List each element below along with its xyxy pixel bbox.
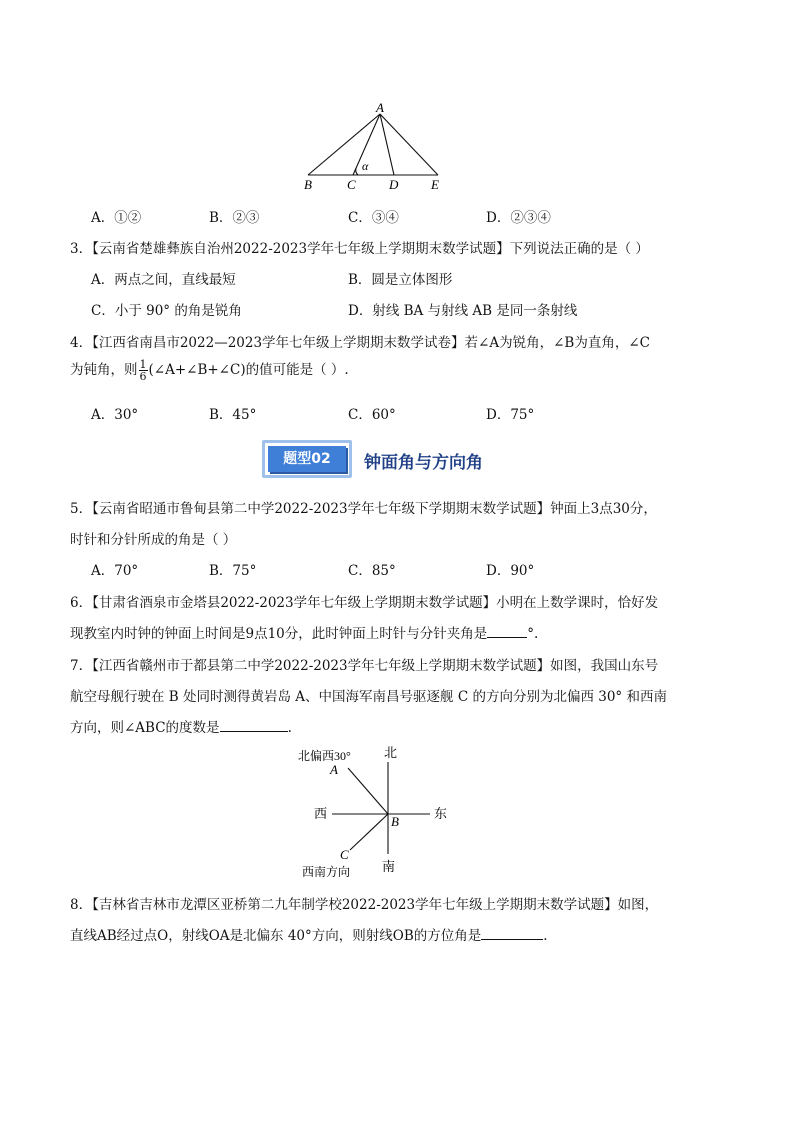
point-A-label: A [330,762,338,777]
southwest-label: 西南方向 [302,865,351,879]
q2-option-d[interactable]: D．②③④ [486,210,551,226]
q5-option-b[interactable]: B．75° [209,563,257,579]
q8-answer-blank[interactable] [481,925,543,940]
q4-option-a[interactable]: A．30° [91,407,139,423]
q4-option-b[interactable]: B．45° [209,407,257,423]
q4-line2-pre: 为钝角，则 [70,362,138,378]
q4-option-d[interactable]: D．75° [486,407,535,423]
triangle-figure [296,100,456,195]
q6-answer-blank[interactable] [487,623,527,638]
segment-AD [380,114,394,175]
label-E: E [431,177,439,192]
q5-option-c[interactable]: C．85° [348,563,396,579]
fraction-one-sixth [139,359,148,382]
q4-option-c[interactable]: C．60° [348,407,396,423]
ray-BC [350,814,388,850]
q7-stem-line2: 航空母舰行驶在 B 处同时测得黄岩岛 A、中国海军南昌号驱逐舰 C 的方向分别为北偏西 30° 和西南 [70,689,667,705]
q7-line3-end: . [287,720,292,736]
q2-option-b[interactable]: B．②③ [209,210,260,226]
q7-stem-line3 [70,716,292,736]
north-label: 北 [384,745,398,760]
compass-figure [290,742,460,884]
west-label: 西 [314,806,328,821]
q7-line3-text: 方向，则∠ABC的度数是 [70,720,220,736]
q2-option-a[interactable]: A．①② [91,210,142,226]
q8-line2-end: . [543,928,548,944]
angle-alpha-arc [356,168,358,175]
label-B: B [304,177,312,192]
q5-option-d[interactable]: D．90° [486,563,535,579]
label-D: D [389,177,399,192]
q3-stem: 3．【云南省楚雄彝族自治州2022-2023学年七年级上学期期末数学试题】下列说法正确的是（ ） [70,241,649,257]
q3-option-d[interactable]: D．射线 BA 与射线 AB 是同一条射线 [348,303,578,319]
segment-AE [380,114,438,175]
q3-option-a[interactable]: A．两点之间，直线最短 [91,272,236,288]
fraction-numerator: 1 [139,358,147,371]
point-C-label: C [340,847,349,862]
point-B-label: B [391,814,399,829]
q5-option-a[interactable]: A．70° [91,563,139,579]
segment-AB [308,114,380,175]
east-label: 东 [434,806,448,821]
q6-stem-line1: 6．【甘肃省酒泉市金塔县2022-2023学年七年级上学期期末数学试题】小明在上数学课时，恰好发 [70,595,659,611]
q8-line2-text: 直线AB经过点O，射线OA是北偏东 40°方向，则射线OB的方位角是 [70,928,482,944]
q2-option-c[interactable]: C．③④ [348,210,399,226]
q4-line2-post: (∠A+∠B+∠C)的值可能是（ ）. [148,362,349,378]
q7-stem-line1: 7．【江西省赣州市于都县第二中学2022-2023学年七年级上学期期末数学试题】如图，我国山东号 [70,658,659,674]
q6-stem-line2 [70,622,538,642]
q4-stem-line2 [70,358,349,382]
q8-stem-line2 [70,924,548,944]
q5-stem-line2: 时针和分针所成的角是（ ） [70,532,237,548]
section-badge [262,440,352,478]
section-title: 钟面角与方向角 [364,453,483,473]
south-label: 南 [382,859,396,874]
nw30-label: 北偏西30° [298,749,351,763]
q3-option-b[interactable]: B．圆是立体图形 [348,272,453,288]
q4-stem-line1: 4．【江西省南昌市2022—2023学年七年级上学期期末数学试卷】若∠A为锐角，∠B为直角，∠C [70,335,650,351]
ray-BA [348,768,388,814]
fraction-denominator: 6 [139,370,147,383]
label-alpha: α [362,159,369,173]
q6-line2-text: 现教室内时钟的钟面上时间是9点10分，此时钟面上时针与分针夹角是 [70,626,488,642]
q7-answer-blank[interactable] [220,717,288,732]
q5-stem-line1: 5．【云南省昭通市鲁甸县第二中学2022-2023学年七年级下学期期末数学试题】钟面上3点30分， [70,501,657,517]
q6-line2-end: °. [527,626,539,642]
section-badge-label: 题型02 [268,446,346,472]
label-A: A [376,100,384,115]
label-C: C [347,177,356,192]
q3-option-c[interactable]: C．小于 90° 的角是锐角 [91,303,242,319]
q8-stem-line1: 8．【吉林省吉林市龙潭区亚桥第二九年制学校2022-2023学年七年级上学期期末数学试题】如图， [70,897,659,913]
